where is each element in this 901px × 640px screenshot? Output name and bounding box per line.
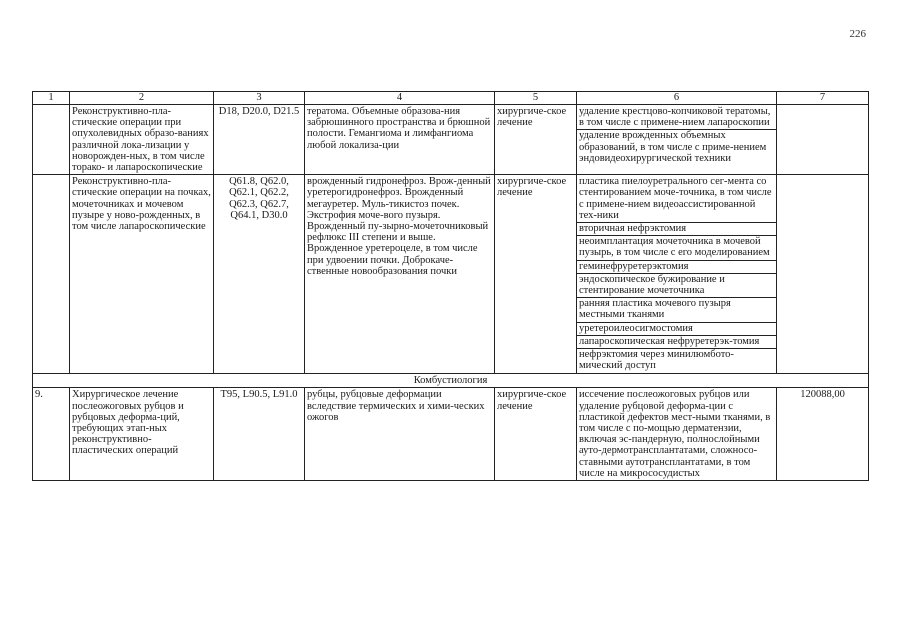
row-number-cell	[33, 175, 70, 374]
column-number: 5	[495, 92, 577, 105]
method-item: геминефруретерэктомия	[577, 261, 776, 274]
icd-codes-cell: Q61.8, Q62.0, Q62.1, Q62.2, Q62.3, Q62.7, Q64.1, D30.0	[214, 175, 305, 374]
icd-codes-cell: T95, L90.5, L91.0	[214, 388, 305, 481]
column-number: 1	[33, 92, 70, 105]
method-item: нефрэктомия через минилюмбото-мический доступ	[579, 349, 734, 372]
cost-cell: 120088,00	[777, 388, 869, 481]
table-row	[33, 105, 869, 175]
section-heading: Комбустиология	[33, 374, 869, 388]
method-item: пластика пиелоуретрального сег-мента со стентированием моче-точника, в том числе с примене-нием видеоассистированной тех-ники	[577, 176, 776, 223]
services-table	[32, 91, 869, 481]
patient-model-cell: тератома. Объемные образова-ния забрюшинного пространства и брюшной полости. Гемангиома и лимфангиома любой локализа-ции	[305, 105, 495, 175]
column-number: 2	[70, 92, 214, 105]
cost-cell	[777, 105, 869, 175]
treatment-type-cell: хирургиче-ское лечение	[495, 105, 577, 175]
method-item: эндоскопическое бужирование и стентирование мочеточника	[577, 274, 776, 298]
method-item: вторичная нефрэктомия	[577, 223, 776, 236]
icd-codes-cell: D18, D20.0, D21.5	[214, 105, 305, 175]
treatment-type-cell: хирургиче-ское лечение	[495, 388, 577, 481]
column-number: 7	[777, 92, 869, 105]
row-number-cell	[33, 105, 70, 175]
row-number-cell: 9.	[33, 388, 70, 481]
method-item: ранняя пластика мочевого пузыря местными тканями	[577, 298, 776, 322]
patient-model-cell: врожденный гидронефроз. Врож-денный уретерогидронефроз. Врожденный мегауретер. Муль-тикистоз почек. Экстрофия моче-вого пузыря. Врожденный пу-зырно-мочеточниковый рефлюкс III степени и выше. Врожденное уретероцеле, в том числе при удвоении почки. Доброкаче-ственные новообразования почки	[305, 175, 495, 374]
patient-model-cell: рубцы, рубцовые деформации вследствие термических и хими-ческих ожогов	[305, 388, 495, 481]
column-number: 3	[214, 92, 305, 105]
column-number: 4	[305, 92, 495, 105]
cost-cell	[777, 175, 869, 374]
method-item: удаление крестцово-копчиковой тератомы, в том числе с примене-нием лапароскопии	[577, 106, 776, 130]
treatment-methods-cell: иссечение послеожоговых рубцов или удаление рубцовой деформа-ции с пластикой дефектов мест-ными тканями, в том числе с по-мощью дерматензии, включая эс-пандерную, полнослойными ауто-дермотрансплантатами, сложносо-ставными аутотрансплантатами, в том числе на микрососудистых	[577, 388, 777, 481]
method-item: лапароскопическая нефруретерэк-томия	[577, 336, 776, 349]
table-row	[33, 175, 869, 374]
procedure-name-cell: Реконструктивно-пла-стические операции на почках, мочеточниках и мочевом пузыре у ново-рожденных, в том числе лапароскопические	[70, 175, 214, 374]
table-row	[33, 388, 869, 481]
column-number: 6	[577, 92, 777, 105]
section-row	[33, 374, 869, 388]
method-item: уретероилеосигмостомия	[577, 323, 776, 336]
treatment-methods-cell	[577, 175, 777, 374]
procedure-name-cell: Хирургическое лечение послеожоговых рубцов и рубцовых деформа-ций, требующих этап-ных реконструктивно-пластических операций	[70, 388, 214, 481]
column-number-row	[33, 92, 869, 105]
treatment-type-cell: хирургиче-ское лечение	[495, 175, 577, 374]
procedure-name-cell: Реконструктивно-пла-стические операции при опухолевидных образо-ваниях различной лока-лизации у новорожден-ных, в том числе торако- и лапароскопические	[70, 105, 214, 175]
treatment-methods-cell	[577, 105, 777, 175]
page-number: 226	[849, 28, 866, 40]
method-item: неоимплантация мочеточника в мочевой пузырь, в том числе с его моделированием	[577, 236, 776, 260]
method-item: удаление врожденных объемных образований, в том числе с приме-нением эндовидеохирургической техники	[579, 130, 767, 164]
